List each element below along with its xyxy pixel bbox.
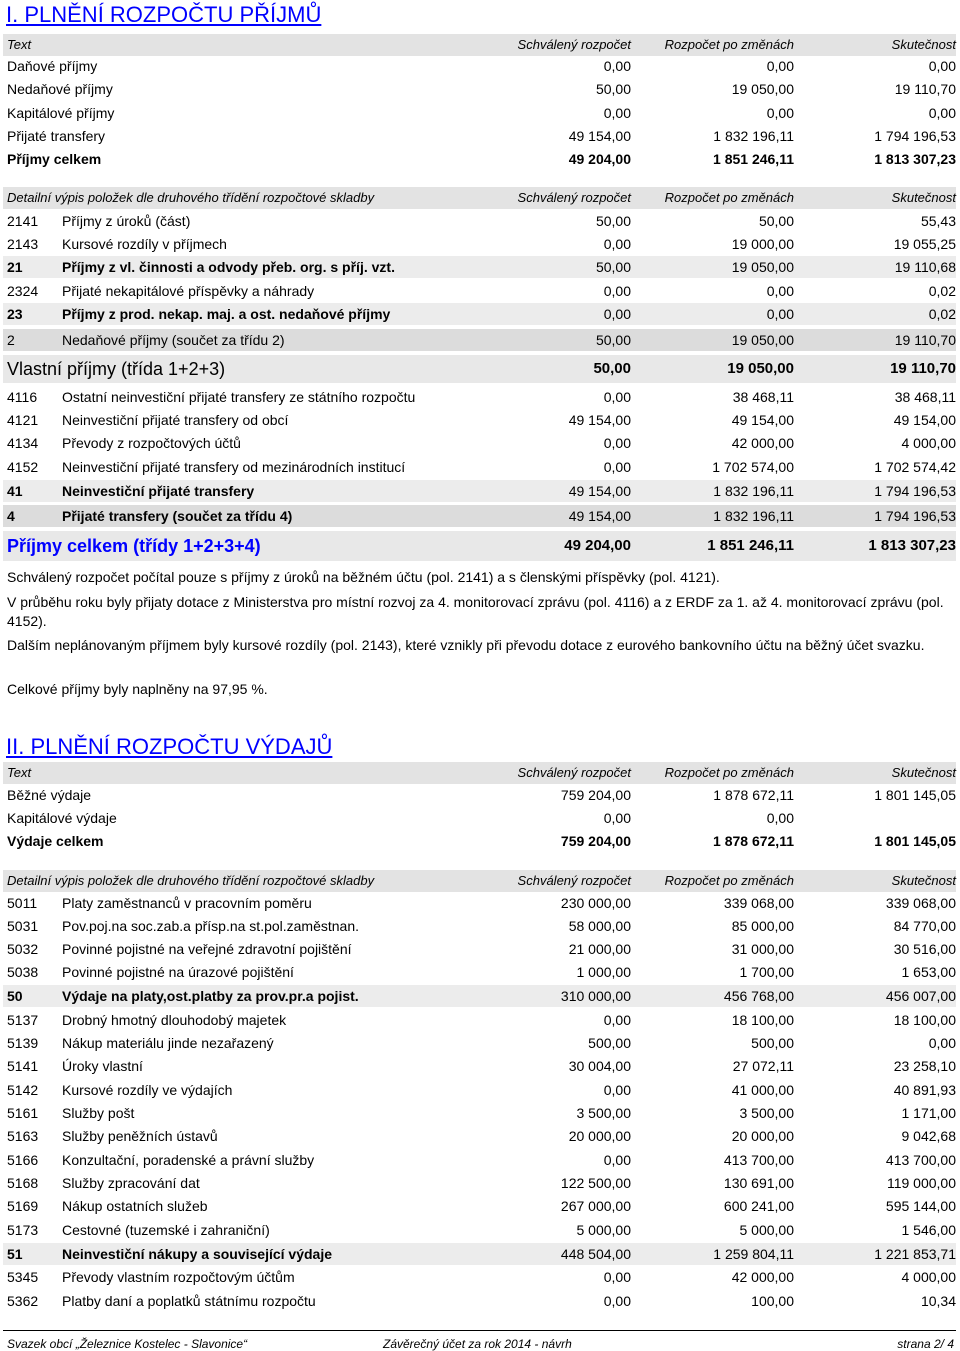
subtotal-row: 41 Neinvestiční přijaté transfery 49 154,00 1 832 196,11 1 794 196,53: [3, 480, 956, 502]
note-paragraph: Celkové příjmy byly naplněny na 97,95 %.: [7, 681, 268, 697]
subtotal-row: 51 Neinvestiční nákupy a související výdaje 448 504,00 1 259 804,11 1 221 853,71: [3, 1243, 956, 1265]
table-row: 2324 Přijaté nekapitálové příspěvky a náhrady 0,00 0,00 0,02: [7, 283, 956, 299]
table-row: 5362 Platby daní a poplatků státnímu rozpočtu 0,00 100,00 10,34: [7, 1293, 956, 1309]
table-row: 5139 Nákup materiálu jinde nezařazený 500,00 500,00 0,00: [7, 1035, 956, 1051]
table-row: 4116 Ostatní neinvestiční přijaté transfery ze státního rozpočtu 0,00 38 468,11 38 468,11: [7, 389, 956, 405]
expenses-detail-header: Detailní výpis položek dle druhového třídění rozpočtové skladby Schválený rozpočet Rozpočet po změnách Skutečnost: [3, 870, 956, 892]
table-row: 2141 Příjmy z úroků (část) 50,00 50,00 55,43: [7, 213, 956, 229]
table-row: 5166 Konzultační, poradenské a právní služby 0,00 413 700,00 413 700,00: [7, 1152, 956, 1168]
income-summary-header: Text Schválený rozpočet Rozpočet po změnách Skutečnost: [3, 34, 956, 56]
note-paragraph: Dalším neplánovaným příjmem byly kursové rozdíly (pol. 2143), které vznikly při převodu dotace z eurového bankovního účtu na běžný účet svazku.: [7, 637, 925, 653]
footer-divider: [3, 1330, 956, 1331]
class-total-row: 2 Nedaňové příjmy (součet za třídu 2) 50,00 19 050,00 19 110,70: [3, 329, 956, 351]
table-row: Nedaňové příjmy 50,00 19 050,00 19 110,70: [7, 81, 956, 97]
table-row: 5141 Úroky vlastní 30 004,00 27 072,11 23 258,10: [7, 1058, 956, 1074]
table-row: 4152 Neinvestiční přijaté transfery od mezinárodních institucí 0,00 1 702 574,00 1 702 574,42: [7, 459, 956, 475]
note-paragraph: V průběhu roku byly přijaty dotace z Ministerstva pro místní rozvoj za 4. monitorovací zprávu (pol. 4116) a z ERDF za 1. až 4. monitorovací zprávu (pol. 4152).: [7, 594, 944, 629]
table-row: 5169 Nákup ostatních služeb 267 000,00 600 241,00 595 144,00: [7, 1198, 956, 1214]
income-detail-header: Detailní výpis položek dle druhového třídění rozpočtové skladby Schválený rozpočet Rozpočet po změnách Skutečnost: [3, 187, 956, 209]
class-total-row: 4 Přijaté transfery (součet za třídu 4) 49 154,00 1 832 196,11 1 794 196,53: [3, 505, 956, 527]
table-row: 4121 Neinvestiční přijaté transfery od obcí 49 154,00 49 154,00 49 154,00: [7, 412, 956, 428]
footer-left: Svazek obcí „Železnice Kostelec - Slavonice“: [7, 1337, 248, 1351]
subtotal-row: 50 Výdaje na platy,ost.platby za prov.pr.a pojist. 310 000,00 456 768,00 456 007,00: [3, 985, 956, 1007]
expenses-summary-total: Výdaje celkem 759 204,00 1 878 672,11 1 801 145,05: [7, 833, 956, 849]
table-row: 5142 Kursové rozdíly ve výdajích 0,00 41 000,00 40 891,93: [7, 1082, 956, 1098]
table-row: 5032 Povinné pojistné na veřejné zdravotní pojištění 21 000,00 31 000,00 30 516,00: [7, 941, 956, 957]
table-row: 5031 Pov.poj.na soc.zab.a přísp.na st.pol.zaměstnan. 58 000,00 85 000,00 84 770,00: [7, 918, 956, 934]
footer-center: Závěrečný účet za rok 2014 - návrh: [383, 1337, 572, 1351]
table-row: Běžné výdaje 759 204,00 1 878 672,11 1 801 145,05: [7, 787, 956, 803]
table-row: 5173 Cestovné (tuzemské i zahraniční) 5 000,00 5 000,00 1 546,00: [7, 1222, 956, 1238]
subtotal-row: 21 Příjmy z vl. činnosti a odvody přeb. org. s příj. vzt. 50,00 19 050,00 19 110,68: [3, 256, 956, 278]
own-income-total: Vlastní příjmy (třída 1+2+3) 50,00 19 050,00 19 110,70: [3, 355, 956, 383]
table-row: 5161 Služby pošt 3 500,00 3 500,00 1 171,00: [7, 1105, 956, 1121]
table-row: 4134 Převody z rozpočtových účtů 0,00 42 000,00 4 000,00: [7, 435, 956, 451]
income-title: I. PLNĚNÍ ROZPOČTU PŘÍJMŮ: [6, 2, 322, 27]
table-row: 5163 Služby peněžních ústavů 20 000,00 20 000,00 9 042,68: [7, 1128, 956, 1144]
table-row: 5345 Převody vlastním rozpočtovým účtům 0,00 42 000,00 4 000,00: [7, 1269, 956, 1285]
table-row: 5011 Platy zaměstnanců v pracovním poměru 230 000,00 339 068,00 339 068,00: [7, 895, 956, 911]
income-summary-total: Příjmy celkem 49 204,00 1 851 246,11 1 813 307,23: [7, 151, 956, 167]
table-row: Kapitálové příjmy 0,00 0,00 0,00: [7, 105, 956, 121]
table-row: 2143 Kursové rozdíly v příjmech 0,00 19 000,00 19 055,25: [7, 236, 956, 252]
table-row: Kapitálové výdaje 0,00 0,00: [7, 810, 794, 826]
income-grand-total: Příjmy celkem (třídy 1+2+3+4) 49 204,00 1 851 246,11 1 813 307,23: [3, 531, 956, 561]
expenses-summary-header: Text Schválený rozpočet Rozpočet po změnách Skutečnost: [3, 762, 956, 784]
table-row: Přijaté transfery 49 154,00 1 832 196,11 1 794 196,53: [7, 128, 956, 144]
expenses-title: II. PLNĚNÍ ROZPOČTU VÝDAJŮ: [6, 734, 333, 759]
table-row: 5038 Povinné pojistné na úrazové pojištění 1 000,00 1 700,00 1 653,00: [7, 964, 956, 980]
subtotal-row: 23 Příjmy z prod. nekap. maj. a ost. nedaňové příjmy 0,00 0,00 0,02: [3, 303, 956, 325]
table-row: 5168 Služby zpracování dat 122 500,00 130 691,00 119 000,00: [7, 1175, 956, 1191]
table-row: 5137 Drobný hmotný dlouhodobý majetek 0,00 18 100,00 18 100,00: [7, 1012, 956, 1028]
footer-right: strana 2/ 4: [897, 1337, 954, 1351]
table-row: Daňové příjmy 0,00 0,00 0,00: [7, 58, 956, 74]
note-paragraph: Schválený rozpočet počítal pouze s příjmy z úroků na běžném účtu (pol. 2141) a s členskými příspěvky (pol. 4121).: [7, 569, 720, 585]
